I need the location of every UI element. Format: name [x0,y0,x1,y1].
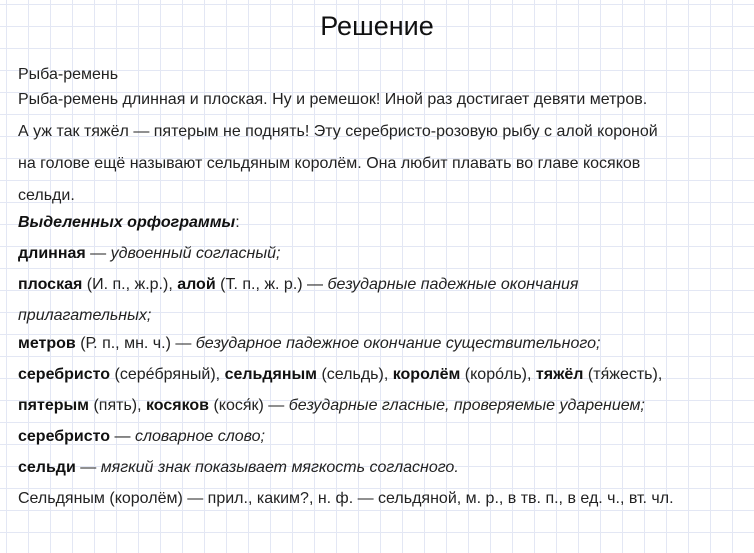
text-paragraph-line: на голове ещё называют сельдяным королём. Она любит плавать во главе косяков [18,155,641,172]
orthogram-word: алой [177,276,216,293]
orthogram-text: (Т. п., ж. р.) — [215,276,328,293]
orthogram-row [18,303,748,331]
orthogram-word: плоская [18,276,83,293]
orthogram-text: (Р. п., мн. ч.) — [75,335,196,352]
orthogram-word: сельдяным [224,366,318,383]
orthogram-row [18,331,748,362]
orthogram-text: (серéбряный), [110,366,225,383]
orthogram-row [18,362,748,393]
orthograms-header: Выделенных орфограммы [18,214,236,231]
orthograms-header-line [18,210,748,241]
orthogram-row [18,455,748,486]
orthogram-row [18,486,748,514]
orthogram-word: королём [392,366,461,383]
orthogram-explanation: безударное падежное окончание существительного; [195,335,601,352]
orthogram-explanation: мягкий знак показывает мягкость согласного. [100,459,459,476]
orthogram-text: — [85,245,111,262]
orthogram-text: — [75,459,101,476]
orthogram-word: косяков [146,397,209,414]
orthogram-word: тяжёл [535,366,584,383]
orthogram-word: серебристо [18,366,111,383]
orthogram-text: (пять), [89,397,146,414]
orthogram-word: серебристо [18,428,111,445]
orthogram-text: (И. п., ж.р.), [82,276,178,293]
orthogram-explanation: безударные гласные, проверяемые ударением; [288,397,645,414]
orthogram-text: (корóль), [460,366,536,383]
orthogram-word: метров [18,335,76,352]
orthogram-text: — [110,428,135,445]
orthogram-explanation: удвоенный согласный; [110,245,281,262]
orthogram-row [18,241,748,272]
syntax-analysis: Сельдяным (королём) — прил., каким?, н. ф. — сельдяной, м. р., в тв. п., в ед. ч., вт. чл. [18,490,674,507]
text-paragraph-line: А уж так тяжёл — пятерым не поднять! Эту серебристо-розовую рыбу с алой короной [18,123,658,140]
text-paragraph-line: Рыба-ремень длинная и плоская. Ну и ремешок! Иной раз достигает девяти метров. [18,91,648,108]
orthogram-explanation: безударные падежные окончания [327,276,579,293]
orthogram-word: сельди [18,459,76,476]
orthogram-word: пятерым [18,397,90,414]
page-title: Решение [320,11,434,41]
orthogram-row [18,272,748,303]
orthogram-explanation: словарное слово; [134,428,265,445]
text-heading: Рыба-ремень [18,66,119,83]
text-paragraph-line: сельди. [18,187,75,204]
orthogram-text: (тя́жесть), [583,366,663,383]
orthograms-header-colon: : [235,214,240,231]
orthogram-row [18,424,748,455]
orthogram-row [18,393,748,424]
orthogram-word: длинная [18,245,86,262]
orthogram-text: (сельдь), [317,366,393,383]
orthogram-explanation: прилагательных; [18,307,152,324]
solution-content [18,62,748,514]
orthogram-text: (кося́к) — [209,397,289,414]
